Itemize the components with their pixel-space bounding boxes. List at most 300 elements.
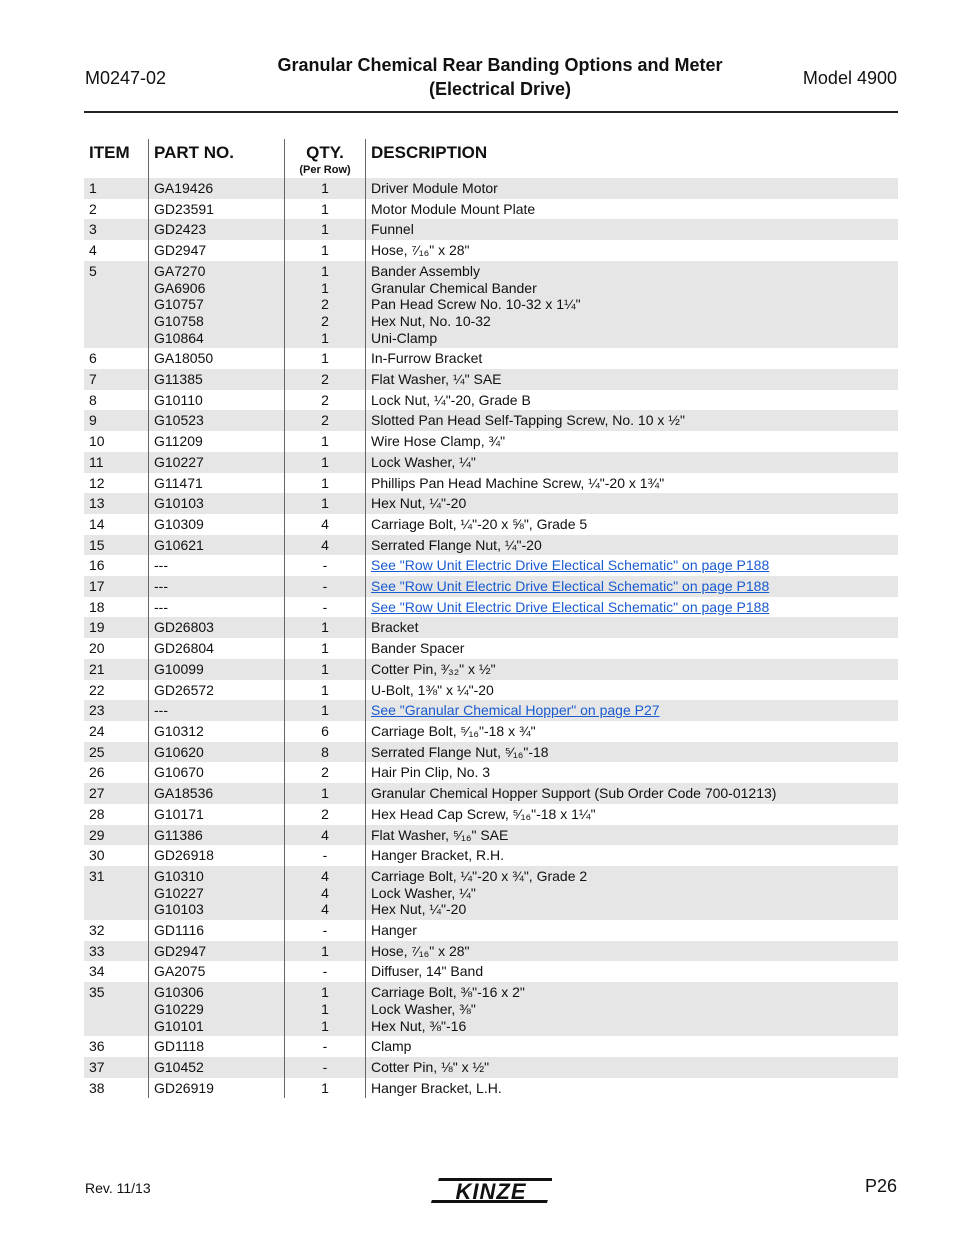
quantity: 1	[321, 681, 329, 698]
description: Bander Assembly	[371, 262, 480, 279]
item-number: 20	[89, 640, 105, 657]
part-number-cell	[149, 431, 285, 452]
part-number: GD23591	[154, 200, 214, 217]
table-row	[84, 638, 898, 659]
table-row	[84, 431, 898, 452]
description: Carriage Bolt, ⁵⁄₁₆"-18 x ¾"	[371, 722, 536, 739]
quantity: 4	[321, 867, 329, 884]
description: Serrated Flange Nut, ⁵⁄₁₆"-18	[371, 743, 549, 760]
description: Flat Washer, ⁵⁄₁₆" SAE	[371, 826, 509, 843]
quantity-cell	[285, 199, 366, 220]
description-cell	[366, 431, 899, 452]
quantity: 2	[321, 296, 329, 313]
item-number: 22	[89, 681, 105, 698]
quantity: 2	[321, 412, 329, 429]
part-number: GA18050	[154, 350, 214, 367]
item-number: 35	[84, 982, 149, 1036]
table-row	[84, 866, 898, 920]
part-number: ---	[154, 702, 168, 719]
quantity: -	[322, 598, 328, 615]
part-number-cell	[149, 410, 285, 431]
item-number: 7	[84, 369, 149, 390]
item-number: 3	[84, 219, 149, 240]
item-number: 32	[89, 922, 105, 939]
description: Slotted Pan Head Self-Tapping Screw, No. 10 x ½"	[371, 412, 685, 429]
item-number: 30	[89, 847, 105, 864]
part-number-cell	[149, 369, 285, 390]
table-row	[84, 493, 898, 514]
quantity-cell	[285, 410, 366, 431]
item-number: 6	[89, 350, 97, 367]
part-number-cell	[149, 825, 285, 846]
quantity: 1	[321, 660, 329, 677]
part-number: G11471	[154, 474, 203, 491]
part-number-cell	[149, 493, 285, 514]
description-cell	[366, 199, 899, 220]
table-row	[84, 804, 898, 825]
quantity-cell	[285, 261, 366, 349]
description: Hex Nut, ¼"-20	[371, 495, 467, 512]
description-cell	[366, 804, 899, 825]
quantity: 1	[321, 942, 329, 959]
part-number-cell	[149, 742, 285, 763]
quantity: -	[322, 847, 328, 864]
part-number-cell	[149, 920, 285, 941]
part-number: GD1116	[154, 922, 205, 939]
description: Hose, ⁷⁄₁₆" x 28"	[371, 242, 470, 259]
quantity: 4	[321, 884, 329, 901]
description-cell	[366, 700, 899, 721]
part-number-cell	[149, 199, 285, 220]
part-number-cell	[149, 941, 285, 962]
part-number-cell	[149, 982, 285, 1036]
table-row	[84, 390, 898, 411]
quantity: 1	[321, 279, 329, 296]
part-number: G10227	[154, 884, 204, 901]
quantity: 8	[321, 743, 329, 760]
part-number: G10310	[154, 867, 204, 884]
table-header-row	[84, 139, 898, 178]
description: Hair Pin Clip, No. 3	[371, 764, 491, 781]
quantity-cell	[285, 804, 366, 825]
part-number: ---	[154, 598, 168, 615]
quantity: 4	[321, 901, 329, 918]
part-number: GD26572	[154, 681, 214, 698]
description-cell	[366, 240, 899, 261]
part-number: G10099	[154, 660, 204, 677]
part-number-cell	[149, 261, 285, 349]
item-number: 28	[89, 805, 105, 822]
part-number: G10312	[154, 722, 204, 739]
quantity-cell	[285, 452, 366, 473]
quantity: -	[322, 963, 328, 980]
description-cell	[366, 410, 899, 431]
quantity: 6	[321, 722, 329, 739]
description: Clamp	[371, 1038, 412, 1055]
quantity: 1	[321, 350, 329, 367]
table-row	[84, 473, 898, 494]
part-number-cell	[149, 845, 285, 866]
qty-label: QTY.	[306, 143, 344, 162]
part-number: G10309	[154, 515, 204, 532]
document-id: M0247-02	[85, 68, 167, 88]
item-number: 15	[84, 535, 149, 556]
item-number: 11	[84, 452, 149, 473]
part-number-cell	[149, 535, 285, 556]
item-number: 21	[84, 659, 149, 680]
quantity-cell	[285, 961, 366, 982]
part-number: G11386	[154, 826, 203, 843]
part-number-cell	[149, 576, 285, 597]
description: Pan Head Screw No. 10-32 x 1¼"	[371, 296, 581, 313]
table-row	[84, 700, 898, 721]
table-row	[84, 982, 898, 1036]
part-number: G10110	[154, 391, 203, 408]
item-number: 2	[89, 200, 97, 217]
part-number-cell	[149, 961, 285, 982]
quantity-cell	[285, 535, 366, 556]
description-cell	[366, 452, 899, 473]
quantity-cell	[285, 369, 366, 390]
quantity: 1	[321, 453, 329, 470]
table-row	[84, 452, 898, 473]
table-row	[84, 240, 898, 261]
parts-table	[84, 139, 898, 1098]
description-cell	[366, 219, 899, 240]
part-number: G10758	[154, 312, 204, 329]
table-row	[84, 617, 898, 638]
quantity: -	[322, 922, 328, 939]
part-number: G10757	[154, 296, 204, 313]
quantity: 1	[321, 619, 329, 636]
table-row	[84, 783, 898, 804]
quantity-cell	[285, 783, 366, 804]
quantity: -	[322, 1058, 328, 1075]
description: Hex Nut, ¼"-20	[371, 901, 467, 918]
description-cell	[366, 1036, 899, 1057]
quantity-cell	[285, 1036, 366, 1057]
quantity-cell	[285, 493, 366, 514]
description: Hex Head Cap Screw, ⁵⁄₁₆"-18 x 1¼"	[371, 805, 596, 822]
quantity-cell	[285, 390, 366, 411]
description-cell	[366, 721, 899, 742]
part-number: G11385	[154, 371, 203, 388]
quantity-cell	[285, 1078, 366, 1099]
table-row	[84, 576, 898, 597]
quantity: -	[322, 1038, 328, 1055]
table-row	[84, 920, 898, 941]
description: Carriage Bolt, ¼"-20 x ¾", Grade 2	[371, 867, 588, 884]
cross-reference-link[interactable]: See "Row Unit Electric Drive Electical Schematic" on page P188	[371, 598, 770, 615]
description: Hose, ⁷⁄₁₆" x 28"	[371, 942, 470, 959]
part-number-cell	[149, 555, 285, 576]
part-number: G10620	[154, 743, 204, 760]
part-number-cell	[149, 617, 285, 638]
description: Carriage Bolt, ¼"-20 x ⅝", Grade 5	[371, 515, 588, 532]
cross-reference-link[interactable]: See "Row Unit Electric Drive Electical Schematic" on page P188	[371, 557, 770, 574]
description-cell	[366, 597, 899, 618]
item-number: 5	[84, 261, 149, 349]
item-number: 37	[84, 1057, 149, 1078]
quantity: 4	[321, 515, 329, 532]
table-row	[84, 961, 898, 982]
quantity: -	[322, 578, 328, 595]
quantity-cell	[285, 617, 366, 638]
description: Flat Washer, ¼" SAE	[371, 371, 502, 388]
description-cell	[366, 348, 899, 369]
item-number: 4	[89, 242, 97, 259]
description-cell	[366, 1057, 899, 1078]
description: U-Bolt, 1⅜" x ¼"-20	[371, 681, 494, 698]
description-cell	[366, 941, 899, 962]
part-number-cell	[149, 866, 285, 920]
item-number: 12	[89, 474, 105, 491]
quantity: 2	[321, 312, 329, 329]
description-cell	[366, 576, 899, 597]
page-number: P26	[864, 1176, 897, 1196]
table-row	[84, 369, 898, 390]
quantity-cell	[285, 597, 366, 618]
part-number: G10670	[154, 764, 204, 781]
description: Granular Chemical Hopper Support (Sub Order Code 700-01213)	[371, 785, 777, 802]
quantity-cell	[285, 659, 366, 680]
quantity: 1	[321, 984, 329, 1001]
part-number-cell	[149, 390, 285, 411]
description-cell	[366, 845, 899, 866]
part-number: G11209	[154, 433, 203, 450]
part-number: GA2075	[154, 963, 206, 980]
description: Lock Washer, ¼"	[371, 453, 476, 470]
quantity-cell	[285, 762, 366, 783]
part-number-cell	[149, 219, 285, 240]
quantity-cell	[285, 473, 366, 494]
part-number: GD2947	[154, 242, 207, 259]
part-number: G10227	[154, 453, 204, 470]
table-row	[84, 555, 898, 576]
table-row	[84, 825, 898, 846]
item-number: 34	[89, 963, 105, 980]
description: Uni-Clamp	[371, 329, 438, 346]
part-number-cell	[149, 700, 285, 721]
part-number: GA7270	[154, 262, 206, 279]
quantity-cell	[285, 721, 366, 742]
title-line-1: Granular Chemical Rear Banding Options and Meter	[277, 55, 723, 75]
item-number: 16	[89, 557, 105, 574]
description: Lock Nut, ¼"-20, Grade B	[371, 391, 531, 408]
part-number-cell	[149, 680, 285, 701]
part-number: G10229	[154, 1000, 204, 1017]
item-number: 13	[84, 493, 149, 514]
table-row	[84, 721, 898, 742]
description-cell	[366, 742, 899, 763]
part-number-cell	[149, 452, 285, 473]
description: Hex Nut, ⅜"-16	[371, 1017, 467, 1034]
quantity-cell	[285, 982, 366, 1036]
page-title	[200, 53, 800, 101]
table-row	[84, 742, 898, 763]
description-cell	[366, 762, 899, 783]
description-cell	[366, 178, 899, 199]
quantity: 1	[321, 640, 329, 657]
part-number: GA6906	[154, 279, 206, 296]
description: Hanger Bracket, R.H.	[371, 847, 505, 864]
description-cell	[366, 261, 899, 349]
column-header-qty	[285, 139, 366, 178]
description-cell	[366, 866, 899, 920]
part-number: ---	[154, 557, 168, 574]
quantity-cell	[285, 514, 366, 535]
table-row	[84, 514, 898, 535]
part-number-cell	[149, 638, 285, 659]
description: Funnel	[371, 221, 414, 238]
revision-label: Rev. 11/13	[85, 1180, 151, 1196]
description: Diffuser, 14" Band	[371, 963, 484, 980]
quantity: 1	[321, 702, 329, 719]
quantity-cell	[285, 866, 366, 920]
part-number: GD26803	[154, 619, 214, 636]
description: Driver Module Motor	[371, 180, 498, 196]
table-row	[84, 941, 898, 962]
table-body	[84, 178, 898, 1098]
part-number: GA18536	[154, 785, 214, 802]
quantity: 1	[321, 180, 329, 196]
table-row	[84, 680, 898, 701]
item-number: 33	[84, 941, 149, 962]
item-number: 29	[84, 825, 149, 846]
table-row	[84, 659, 898, 680]
description-cell	[366, 514, 899, 535]
description: Motor Module Mount Plate	[371, 200, 536, 217]
part-number: G10306	[154, 984, 204, 1001]
quantity: 1	[321, 329, 329, 346]
description-cell	[366, 638, 899, 659]
quantity-cell	[285, 941, 366, 962]
part-number-cell	[149, 178, 285, 199]
quantity-cell	[285, 431, 366, 452]
quantity-cell	[285, 700, 366, 721]
description: Phillips Pan Head Machine Screw, ¼"-20 x 1¾"	[371, 474, 665, 491]
item-number: 18	[89, 598, 105, 615]
part-number: ---	[154, 578, 168, 595]
column-header-item: ITEM	[89, 143, 130, 162]
item-number: 1	[84, 178, 149, 199]
quantity: 1	[321, 242, 329, 259]
cross-reference-link[interactable]: See "Granular Chemical Hopper" on page P27	[371, 702, 660, 719]
cross-reference-link[interactable]: See "Row Unit Electric Drive Electical Schematic" on page P188	[371, 578, 770, 595]
quantity: 1	[321, 495, 329, 512]
description-cell	[366, 617, 899, 638]
part-number: GD1118	[154, 1038, 205, 1055]
column-header-part: PART NO.	[149, 139, 285, 178]
description: Bracket	[371, 619, 419, 636]
quantity: 1	[321, 200, 329, 217]
part-number-cell	[149, 762, 285, 783]
table-row	[84, 535, 898, 556]
description-cell	[366, 961, 899, 982]
part-number-cell	[149, 1057, 285, 1078]
quantity-cell	[285, 845, 366, 866]
description: In-Furrow Bracket	[371, 350, 483, 367]
part-number: G10101	[154, 1017, 204, 1034]
part-number-cell	[149, 659, 285, 680]
description: Serrated Flange Nut, ¼"-20	[371, 536, 542, 553]
part-number: GD2947	[154, 942, 207, 959]
item-number: 24	[89, 722, 105, 739]
description-cell	[366, 493, 899, 514]
part-number-cell	[149, 721, 285, 742]
quantity-cell	[285, 178, 366, 199]
part-number: GD2423	[154, 221, 207, 238]
table-row	[84, 199, 898, 220]
table-row	[84, 410, 898, 431]
description: Wire Hose Clamp, ¾"	[371, 433, 506, 450]
part-number: G10621	[154, 536, 204, 553]
description: Hanger	[371, 922, 417, 939]
item-number: 31	[84, 866, 149, 920]
quantity: 4	[321, 536, 329, 553]
title-line-2: (Electrical Drive)	[428, 79, 572, 99]
part-number-cell	[149, 514, 285, 535]
part-number-cell	[149, 240, 285, 261]
column-header-description: DESCRIPTION	[366, 139, 899, 178]
quantity-cell	[285, 219, 366, 240]
item-number: 9	[84, 410, 149, 431]
table-row	[84, 219, 898, 240]
description-cell	[366, 1078, 899, 1099]
description: Hanger Bracket, L.H.	[371, 1079, 502, 1096]
item-number: 25	[84, 742, 149, 763]
description: Lock Washer, ¼"	[371, 884, 476, 901]
quantity: 1	[321, 433, 329, 450]
quantity: 2	[321, 764, 329, 781]
quantity-cell	[285, 240, 366, 261]
quantity: 1	[321, 1079, 329, 1096]
quantity: 1	[321, 785, 329, 802]
qty-sublabel: (Per Row)	[299, 164, 351, 176]
part-number: G10171	[154, 805, 204, 822]
description-cell	[366, 390, 899, 411]
part-number: G10103	[154, 495, 204, 512]
quantity-cell	[285, 348, 366, 369]
quantity: 1	[321, 262, 329, 279]
table-row	[84, 1057, 898, 1078]
quantity: 4	[321, 826, 329, 843]
quantity: 1	[321, 474, 329, 491]
description: Hex Nut, No. 10-32	[371, 312, 491, 329]
description-cell	[366, 473, 899, 494]
item-number: 38	[89, 1079, 105, 1096]
description: Carriage Bolt, ⅜"-16 x 2"	[371, 984, 525, 1001]
part-number: GD26804	[154, 640, 214, 657]
part-number-cell	[149, 597, 285, 618]
description: Cotter Pin, ⅛" x ½"	[371, 1058, 490, 1075]
logo-text: KINZE	[455, 1179, 527, 1204]
header-rule	[84, 111, 898, 113]
quantity: 2	[321, 391, 329, 408]
description-cell	[366, 920, 899, 941]
quantity: 2	[321, 805, 329, 822]
part-number-cell	[149, 1036, 285, 1057]
item-number: 8	[89, 391, 97, 408]
part-number-cell	[149, 1078, 285, 1099]
part-number-cell	[149, 473, 285, 494]
description: Granular Chemical Bander	[371, 279, 537, 296]
item-number: 23	[84, 700, 149, 721]
part-number-cell	[149, 348, 285, 369]
quantity: -	[322, 557, 328, 574]
table-row	[84, 597, 898, 618]
description-cell	[366, 369, 899, 390]
